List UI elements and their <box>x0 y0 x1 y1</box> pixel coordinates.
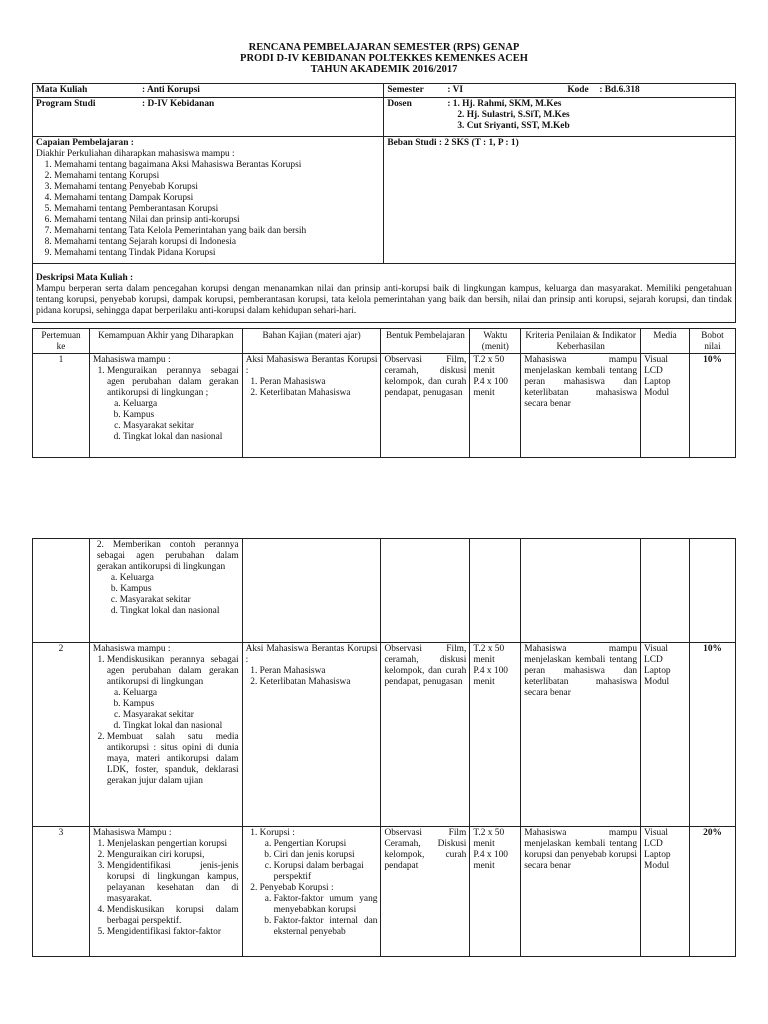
table-header-row <box>33 329 736 354</box>
row-number: 2 <box>33 643 90 827</box>
semester-label: Semester <box>387 85 424 95</box>
kode-value: : Bd.6.318 <box>599 85 640 95</box>
col-pertemuan: Pertemuan ke <box>33 329 90 354</box>
bahan-item-title: Penyebab Korupsi : <box>259 883 334 893</box>
bahan-item <box>260 883 378 938</box>
capaian-item: 6. Memahami tentang Nilai dan prinsip anti-korupsi <box>54 215 380 226</box>
bahan-item: 2. Keterlibatan Mahasiswa <box>260 677 378 688</box>
kemampuan-item: 5. Mengidentifikasi faktor-faktor <box>107 927 239 938</box>
sub-item: b. Faktor-faktor internal dan eksternal penyebab <box>274 916 378 938</box>
table-row <box>33 539 736 643</box>
bahan-item: 2. Keterlibatan Mahasiswa <box>260 388 378 399</box>
media-item: Laptop <box>644 850 671 860</box>
sub-list <box>93 399 239 443</box>
col-waktu: Waktu (menit) <box>470 329 521 354</box>
kemampuan-lead: Mahasiswa mampu : <box>92 644 171 654</box>
program-studi-cell <box>33 98 384 137</box>
beban-value: : 2 SKS (T : 1, P : 1) <box>438 138 519 148</box>
col-bobot: Bobot nilai <box>690 329 736 354</box>
kemampuan-item: 1. Menguraikan perannya sebagai agen perubahan dalam gerakan antikorupsi di lingkungan ; <box>107 366 239 399</box>
dosen-2: 2. Hj. Sulastri, S.SiT, M.Kes <box>457 110 570 120</box>
sub-item: a. Keluarga <box>123 688 239 699</box>
media-item: Laptop <box>644 377 671 387</box>
beban-label: Beban Studi <box>387 138 437 148</box>
ps-label: Program Studi <box>36 99 96 109</box>
sub-item: c. Korupsi dalam berbagai perspektif <box>274 861 378 883</box>
media-item: LCD <box>644 366 663 376</box>
sub-item: d. Tingkat lokal dan nasional <box>110 606 220 616</box>
bahan-list <box>246 666 378 688</box>
doc-title-line2: PRODI D-IV KEBIDANAN POLTEKKES KEMENKES ACEH <box>240 53 528 64</box>
capaian-item: 9. Memahami tentang Tindak Pidana Korupsi <box>54 248 380 259</box>
kemampuan-cell <box>89 827 242 957</box>
media-cell <box>641 827 690 957</box>
sub-list <box>107 688 239 732</box>
kemampuan-list <box>93 366 239 399</box>
bahan-title: Aksi Mahasiswa Berantas Korupsi : <box>245 355 378 376</box>
bahan-list <box>246 828 378 938</box>
media-cell <box>641 643 690 827</box>
sub-item: d. Tingkat lokal dan nasional <box>123 432 239 443</box>
deskripsi-text: Mampu berperan serta dalam pencegahan korupsi dengan menanamkan nilai dan prinsip anti-korupsi baik di lingkungan kampus, keluarga dan masyarakat. Memiliki pengetahuan tentang korupsi, penyebab korupsi, dampak korupsi, pemberantasan korupsi, tata kelola pemerintahan yang baik dan bersih, nilai dan prinsip anti korupsi, sejarah korupsi, dan tindak pidana korupsi, sehingga dapat berperilaku anti-korupsi dalam kehidupan sehari-hari. <box>36 284 732 316</box>
schedule-table-2 <box>32 538 736 957</box>
media-item: Modul <box>644 388 670 398</box>
capaian-item: 1. Memahami tentang bagaimana Aksi Mahasiswa Berantas Korupsi <box>54 160 380 171</box>
semester-cell <box>384 84 736 98</box>
waktu-t: T.2 x 50 menit <box>473 355 505 376</box>
capaian-item: 3. Memahami tentang Penyebab Korupsi <box>54 182 380 193</box>
bobot-cell: 10% <box>690 354 736 458</box>
kemampuan-item: 1. Menjelaskan pengertian korupsi <box>107 839 239 850</box>
media-item: Visual <box>644 355 668 365</box>
capaian-heading: Capaian Pembelajaran : <box>36 138 134 148</box>
media-item: LCD <box>644 839 663 849</box>
bahan-cell <box>242 643 381 827</box>
waktu-p: P.4 x 100 menit <box>473 377 508 398</box>
media-item: Visual <box>644 828 668 838</box>
bobot-cell: 10% <box>690 643 736 827</box>
bentuk-cell: Observasi Film, ceramah, diskusi kelompok, dan curah pendapat, penugasan <box>381 643 470 827</box>
sub-item: a. Keluarga <box>123 399 239 410</box>
capaian-item: 7. Memahami tentang Tata Kelola Pemerintahan yang baik dan bersih <box>54 226 380 237</box>
bobot-cell: 20% <box>690 827 736 957</box>
dosen-label: Dosen <box>387 99 412 109</box>
kemampuan-lead: Mahasiswa Mampu : <box>92 828 172 838</box>
waktu-cell <box>470 827 521 957</box>
bahan-cell <box>242 354 381 458</box>
media-cell <box>641 354 690 458</box>
sub-item: a. Keluarga <box>110 573 154 583</box>
table-row <box>33 354 736 458</box>
kemampuan-cell <box>89 643 242 827</box>
media-item: Visual <box>644 644 668 654</box>
capaian-item: 4. Memahami tentang Dampak Korupsi <box>54 193 380 204</box>
col-bahan: Bahan Kajian (materi ajar) <box>242 329 381 354</box>
sub-item: d. Tingkat lokal dan nasional <box>123 721 239 732</box>
bahan-list <box>246 377 378 399</box>
kemampuan-item <box>107 655 239 732</box>
table-row <box>33 827 736 957</box>
waktu-cell <box>470 643 521 827</box>
capaian-item: 8. Memahami tentang Sejarah korupsi di Indonesia <box>54 237 380 248</box>
bahan-item <box>260 828 378 883</box>
doc-title-line3: TAHUN AKADEMIK 2016/2017 <box>310 64 458 75</box>
sub-item: c. Masyarakat sekitar <box>123 421 239 432</box>
row-number: 3 <box>33 827 90 957</box>
bahan-item-title: Korupsi : <box>259 828 295 838</box>
sub-item: b. Kampus <box>123 410 239 421</box>
dosen-cell <box>384 98 736 137</box>
kemampuan-item: 3. Mengidentifikasi jenis-jenis korupsi di lingkungan kampus, pelayanan kesehatan dan di masyarakat. <box>107 861 239 905</box>
media-item: Modul <box>644 677 670 687</box>
kemampuan-lead: Mahasiswa mampu : <box>92 355 171 365</box>
waktu-cell <box>470 354 521 458</box>
bahan-cell <box>242 827 381 957</box>
bentuk-cell: Observasi Film Ceramah, Diskusi kelompok, curah pendapat <box>381 827 470 957</box>
mk-label: Mata Kuliah <box>36 85 88 95</box>
media-item: Laptop <box>644 666 671 676</box>
dosen-1: : 1. Hj. Rahmi, SKM, M.Kes <box>447 99 562 109</box>
kriteria-cell: Mahasiswa mampu menjelaskan kembali tentang korupsi dan penyebab korupsi secara benar <box>521 827 641 957</box>
bahan-item: 1. Peran Mahasiswa <box>260 377 378 388</box>
sub-item: a. Pengertian Korupsi <box>274 839 378 850</box>
bahan-title: Aksi Mahasiswa Berantas Korupsi : <box>245 644 378 665</box>
dosen-3: 3. Cut Sriyanti, SST, M.Keb <box>457 121 570 131</box>
mata-kuliah-cell <box>33 84 384 98</box>
doc-title-line1: RENCANA PEMBELAJARAN SEMESTER (RPS) GENAP <box>248 42 520 53</box>
media-item: LCD <box>644 655 663 665</box>
sub-item: c. Masyarakat sekitar <box>110 595 191 605</box>
kemampuan-item: 2. Menguraikan ciri korupsi, <box>107 850 239 861</box>
capaian-list <box>36 160 380 259</box>
capaian-item: 5. Memahami tentang Pemberantasan Korupsi <box>54 204 380 215</box>
kemampuan-cell <box>89 539 242 643</box>
kriteria-cell: Mahasiswa mampu menjelaskan kembali tentang peran mahasiswa dan keterlibatan mahasiswa secara benar <box>521 354 641 458</box>
sub-item: c. Masyarakat sekitar <box>123 710 239 721</box>
schedule-table-1 <box>32 328 736 458</box>
waktu-p: P.4 x 100 menit <box>473 850 508 871</box>
sub-item: b. Kampus <box>110 584 152 594</box>
col-bentuk: Bentuk Pembelajaran <box>381 329 470 354</box>
sub-list <box>260 894 378 938</box>
deskripsi-heading: Deskripsi Mata Kuliah : <box>36 273 134 283</box>
kemampuan-cell <box>89 354 242 458</box>
deskripsi-cell <box>33 264 736 323</box>
media-item: Modul <box>644 861 670 871</box>
table-row <box>33 643 736 827</box>
waktu-t: T.2 x 50 menit <box>473 644 505 665</box>
sub-item: b. Ciri dan jenis korupsi <box>274 850 378 861</box>
semester-value: : VI <box>447 85 464 95</box>
kemampuan-list <box>93 655 239 787</box>
ps-value: : D-IV Kebidanan <box>142 99 215 109</box>
col-media: Media <box>641 329 690 354</box>
sub-item: a. Faktor-faktor umum yang menyebabkan korupsi <box>274 894 378 916</box>
col-kemampuan: Kemampuan Akhir yang Diharapkan <box>89 329 242 354</box>
capaian-intro: Diakhir Perkuliahan diharapkan mahasiswa mampu : <box>36 149 235 159</box>
row-number: 1 <box>33 354 90 458</box>
kemampuan-text: Mendiskusikan perannya sebagai agen perubahan dalam gerakan antikorupsi di lingkungan <box>106 655 239 687</box>
waktu-t: T.2 x 50 menit <box>473 828 505 849</box>
kriteria-cell: Mahasiswa mampu menjelaskan kembali tentang peran mahasiswa dan keterlibatan mahasiswa secara benar <box>521 643 641 827</box>
capaian-cell <box>33 137 384 264</box>
info-table <box>32 83 736 323</box>
col-kriteria: Kriteria Penilaian & Indikator Keberhasilan <box>521 329 641 354</box>
bahan-item: 1. Peran Mahasiswa <box>260 666 378 677</box>
bentuk-cell: Observasi Film, ceramah, diskusi kelompok, dan curah pendapat, penugasan <box>381 354 470 458</box>
kemampuan-item: 2. Memberikan contoh perannya sebagai agen perubahan dalam gerakan antikorupsi di lingkungan <box>96 540 239 572</box>
kemampuan-item: 4. Mendiskusikan korupsi dalam berbagai perspektif. <box>107 905 239 927</box>
waktu-p: P.4 x 100 menit <box>473 666 508 687</box>
beban-studi-cell <box>384 137 736 264</box>
kemampuan-item: 2. Membuat salah satu media antikorupsi : situs opini di dunia maya, materi antikorupsi dalam LDK, foster, spanduk, deklarasi gerakan jujur dalam ujian <box>107 732 239 787</box>
kode-label: Kode <box>567 85 589 95</box>
capaian-item: 2. Memahami tentang Korupsi <box>54 171 380 182</box>
sub-list <box>260 839 378 883</box>
kemampuan-list <box>93 839 239 938</box>
mk-value: : Anti Korupsi <box>142 85 200 95</box>
sub-item: b. Kampus <box>123 699 239 710</box>
